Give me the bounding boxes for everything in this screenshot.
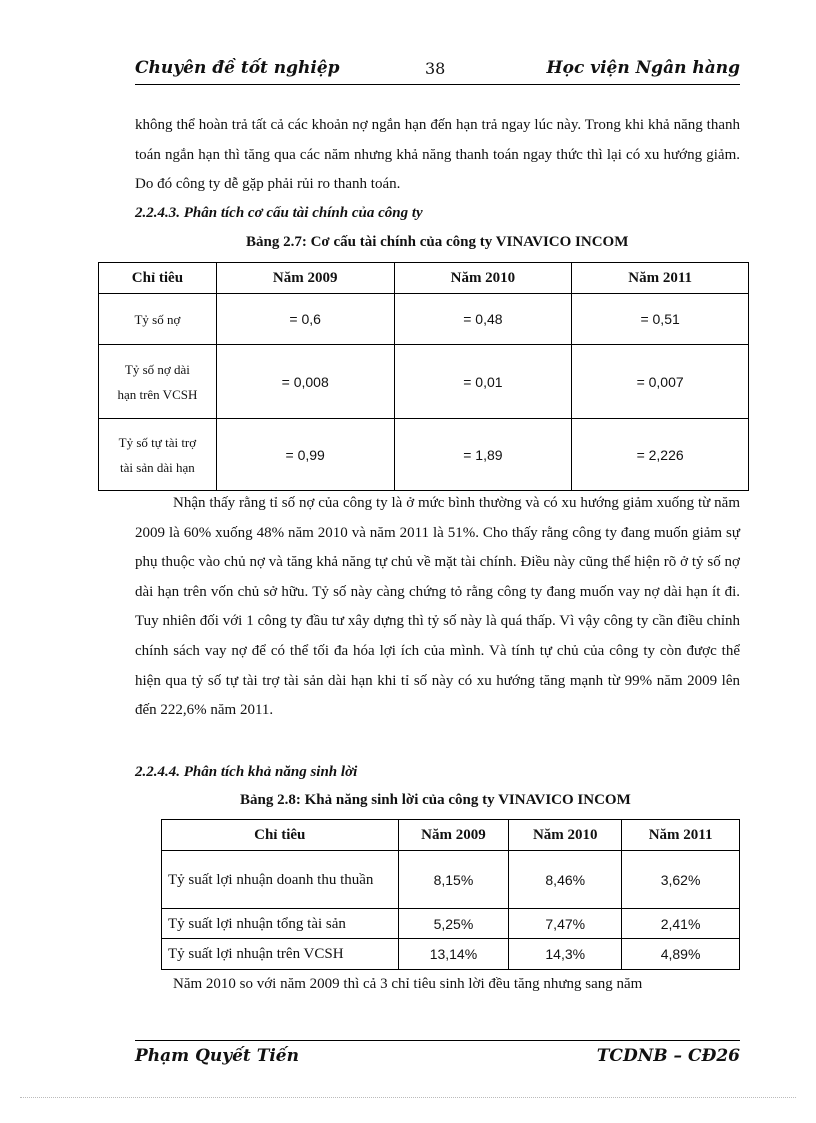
page-header <box>135 56 740 82</box>
table-cell: 8,15% <box>398 851 509 909</box>
table-caption-2-7: Bảng 2.7: Cơ cấu tài chính của công ty VINAVICO INCOM <box>246 234 629 250</box>
table-row <box>162 909 740 939</box>
page-number: 38 <box>425 59 446 78</box>
row-label-debt-ratio <box>99 294 217 345</box>
table-cell: 13,14% <box>398 939 509 970</box>
row-label: Tỷ suất lợi nhuận tổng tài sản <box>162 909 399 939</box>
table-row <box>99 345 749 419</box>
profitability-table <box>161 819 740 970</box>
row-label: Tỷ suất lợi nhuận trên VCSH <box>162 939 399 970</box>
footer-author: Phạm Quyết Tiến <box>135 1046 299 1066</box>
table-cell: = 2,226 <box>572 419 749 491</box>
row-label-self-financing <box>99 419 217 491</box>
financial-structure-table <box>98 262 749 491</box>
row-label: Tỷ suất lợi nhuận doanh thu thuần <box>162 851 399 909</box>
row-label-long-term-debt <box>99 345 217 419</box>
footer-divider <box>135 1040 740 1041</box>
row-label-line: tài sản dài hạn <box>120 459 195 475</box>
table-header-cell: Chỉ tiêu <box>99 263 217 294</box>
section-heading-2-2-4-3: 2.2.4.3. Phân tích cơ cấu tài chính của công ty <box>135 205 423 221</box>
section-heading-2-2-4-4: 2.2.4.4. Phân tích khả năng sinh lời <box>135 764 358 780</box>
table-header-row <box>162 820 740 851</box>
row-label-line: Tỷ số tự tài trợ <box>118 434 197 450</box>
table-cell: = 0,48 <box>394 294 572 345</box>
table-row <box>99 419 749 491</box>
table-row <box>162 851 740 909</box>
table-cell: 7,47% <box>509 909 622 939</box>
table-header-cell: Năm 2009 <box>398 820 509 851</box>
analysis-paragraph: Nhận thấy rằng tỉ số nợ của công ty là ở mức bình thường và có xu hướng giảm xuống từ năm 2009 là 60% xuống 48% năm 2010 và năm 2011 là 51%. Cho thấy rằng công ty đang muốn giảm sự phụ thuộc vào chủ nợ và tăng khả năng tự chủ về mặt tài chính. Điều này cũng thể hiện rõ ở tỷ số nợ dài hạn trên vốn chủ sở hữu. Tỷ số này càng chứng tỏ rằng công ty đang muốn vay nợ dài hạn ít đi. Tuy nhiên đối với 1 công ty đầu tư xây dựng thì tỷ số này là quá thấp. Vì vậy công ty cần điều chỉnh chính sách vay nợ để có thể tối đa hóa lợi ích của mình. Và tính tự chủ của công ty còn được thể hiện qua tỷ số tự tài trợ tài sản dài hạn khi tỉ số này có xu hướng tăng mạnh từ 99% năm 2009 lên đến 222,6% năm 2011. <box>135 495 740 719</box>
table-header-cell: Năm 2011 <box>622 820 740 851</box>
table-cell: 2,41% <box>622 909 740 939</box>
row-label-line: Tỷ số nợ <box>134 311 181 327</box>
table-cell: 3,62% <box>622 851 740 909</box>
page-edge-guide <box>20 1097 796 1098</box>
table-cell: = 0,99 <box>216 419 394 491</box>
footer-class-code: TCDNB – CĐ26 <box>596 1046 740 1066</box>
table-cell: 5,25% <box>398 909 509 939</box>
table-header-cell: Năm 2010 <box>509 820 622 851</box>
table-header-cell: Năm 2011 <box>572 263 749 294</box>
table-cell: = 0,01 <box>394 345 572 419</box>
table-header-cell: Năm 2009 <box>216 263 394 294</box>
table-header-cell: Năm 2010 <box>394 263 572 294</box>
table-cell: = 0,51 <box>572 294 749 345</box>
table-header-row <box>99 263 749 294</box>
header-institution: Học viện Ngân hàng <box>546 58 740 78</box>
table-cell: = 0,6 <box>216 294 394 345</box>
table-cell: = 1,89 <box>394 419 572 491</box>
header-thesis-title: Chuyên đề tốt nghiệp <box>135 58 340 78</box>
intro-paragraph: không thể hoàn trả tất cả các khoản nợ ngắn hạn đến hạn trả ngay lúc này. Trong khi khả năng thanh toán ngắn hạn thì tăng qua các năm nhưng khả năng thanh toán ngay thức thì lại có xu hướng giảm. Do đó công ty dễ gặp phải rủi ro thanh toán. <box>135 117 740 193</box>
row-label-line: Tỷ số nợ dài <box>124 361 190 377</box>
closing-paragraph: Năm 2010 so với năm 2009 thì cả 3 chỉ tiêu sinh lời đều tăng nhưng sang năm <box>173 976 643 992</box>
header-divider <box>135 84 740 85</box>
table-caption-2-8: Bảng 2.8: Khả năng sinh lời của công ty VINAVICO INCOM <box>240 792 631 808</box>
table-header-cell: Chỉ tiêu <box>162 820 399 851</box>
table-cell: 14,3% <box>509 939 622 970</box>
table-cell: = 0,008 <box>216 345 394 419</box>
row-label-line: hạn trên VCSH <box>117 386 198 402</box>
table-cell: 4,89% <box>622 939 740 970</box>
table-cell: = 0,007 <box>572 345 749 419</box>
table-row <box>162 939 740 970</box>
table-row <box>99 294 749 345</box>
table-cell: 8,46% <box>509 851 622 909</box>
